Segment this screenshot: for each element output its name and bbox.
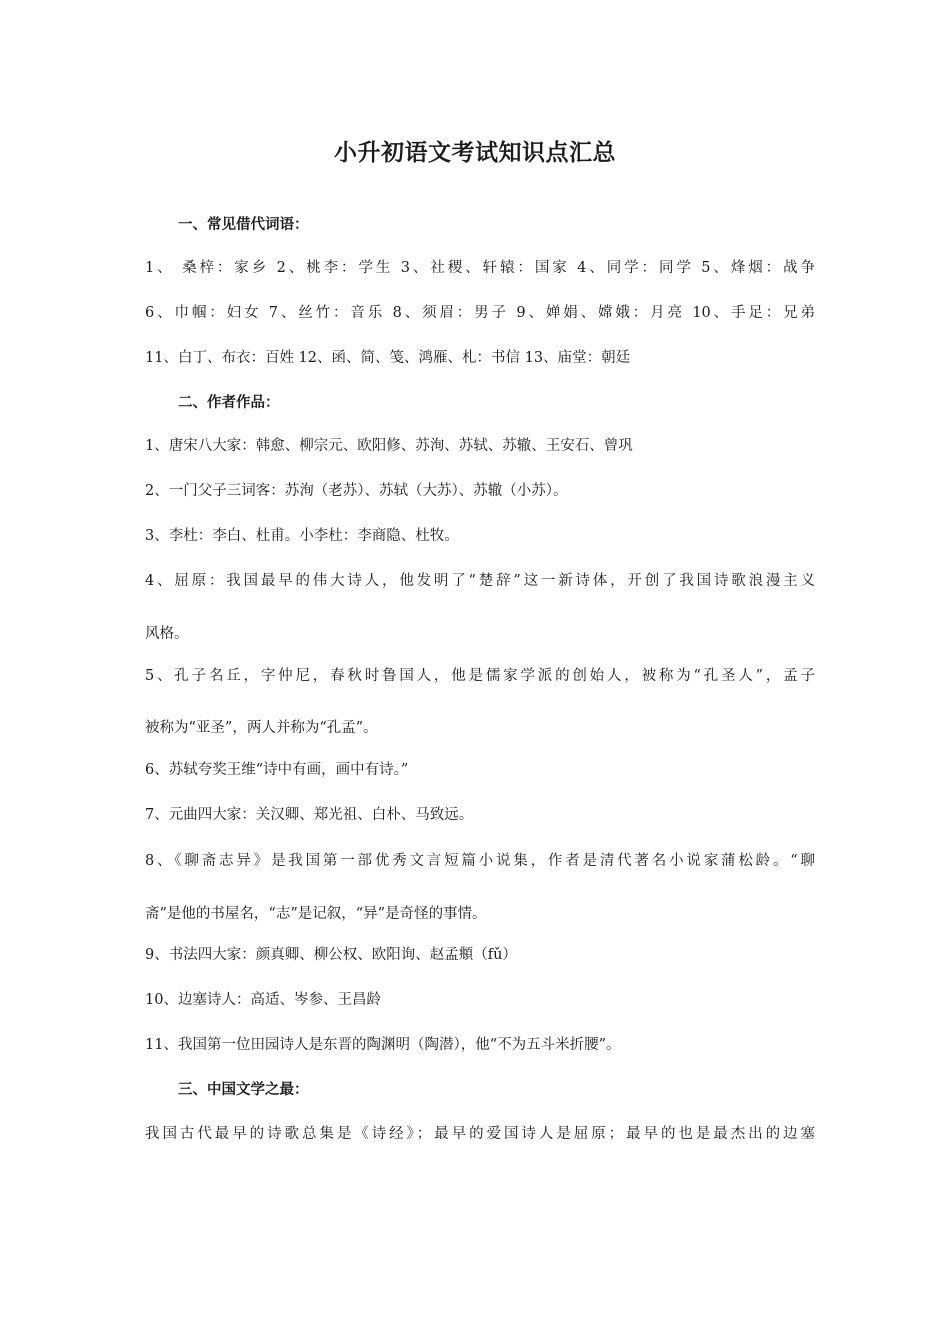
paragraph-line: 6、巾帼：妇女 7、丝竹：音乐 8、须眉：男子 9、婵娟、嫦娥：月亮 10、手足：兄弟 bbox=[145, 305, 815, 321]
paragraph-line: 9、书法四大家：颜真卿、柳公权、欧阳询、赵孟頫（fǔ） bbox=[145, 947, 517, 963]
paragraph-line: 2、一门父子三词客：苏洵（老苏）、苏轼（大苏）、苏辙（小苏）。 bbox=[145, 483, 568, 499]
section-heading-literature-firsts: 三、中国文学之最： bbox=[178, 1082, 309, 1098]
paragraph-line: 5、孔子名丘，字仲尼，春秋时鲁国人，他是儒家学派的创始人，被称为“孔圣人”，孟子 bbox=[145, 668, 815, 684]
paragraph-line: 风格。 bbox=[145, 626, 189, 642]
paragraph-line: 7、元曲四大家：关汉卿、郑光祖、白朴、马致远。 bbox=[145, 807, 474, 823]
document-title: 小升初语文考试知识点汇总 bbox=[334, 140, 616, 166]
section-heading-authors-works: 二、作者作品： bbox=[178, 395, 280, 411]
paragraph-line: 3、李杜：李白、杜甫。小李杜：李商隐、杜牧。 bbox=[145, 528, 459, 544]
paragraph-line: 被称为“亚圣”，两人并称为“孔孟”。 bbox=[145, 720, 378, 736]
paragraph-line: 8、《聊斋志异》是我国第一部优秀文言短篇小说集，作者是清代著名小说家蒲松龄。“聊 bbox=[145, 853, 815, 869]
paragraph-line: 我国古代最早的诗歌总集是《诗经》；最早的爱国诗人是屈原；最早的也是最杰出的边塞 bbox=[145, 1126, 815, 1142]
paragraph-line: 1、 桑梓：家乡 2、桃李：学生 3、社稷、轩辕：国家 4、同学：同学 5、烽烟：战争 bbox=[145, 260, 815, 276]
paragraph-line: 斋”是他的书屋名，“志”是记叙，“异”是奇怪的事情。 bbox=[145, 906, 487, 922]
paragraph-line: 10、边塞诗人：高适、岑参、王昌龄 bbox=[145, 992, 381, 1008]
paragraph-line: 1、唐宋八大家：韩愈、柳宗元、欧阳修、苏洵、苏轼、苏辙、王安石、曾巩 bbox=[145, 438, 633, 454]
paragraph-line: 11、白丁、布衣：百姓 12、函、简、笺、鸿雁、札：书信 13、庙堂：朝廷 bbox=[145, 350, 631, 366]
paragraph-line: 6、苏轼夸奖王维“诗中有画，画中有诗。” bbox=[145, 762, 409, 778]
paragraph-line: 11、我国第一位田园诗人是东晋的陶渊明（陶潜），他“不为五斗米折腰”。 bbox=[145, 1037, 621, 1053]
paragraph-line: 4、屈原：我国最早的伟大诗人，他发明了“楚辞”这一新诗体，开创了我国诗歌浪漫主义 bbox=[145, 573, 815, 589]
section-heading-loan-words: 一、常见借代词语： bbox=[178, 217, 309, 233]
